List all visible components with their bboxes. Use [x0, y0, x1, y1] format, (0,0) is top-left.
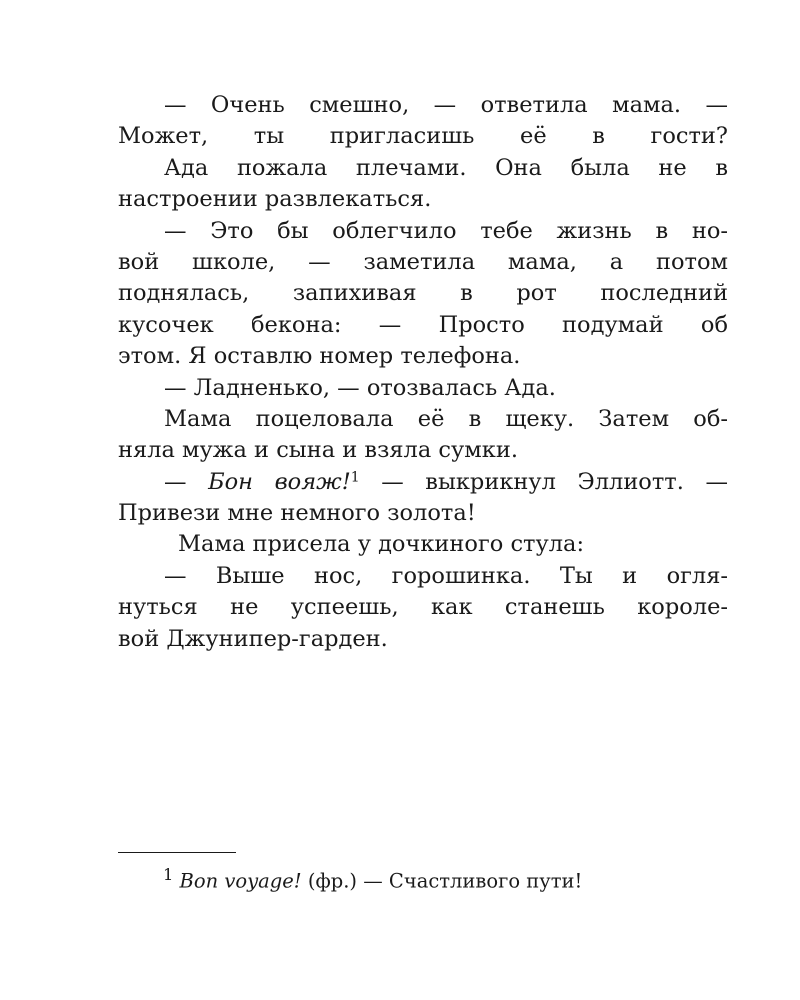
- text-line: [118, 216, 728, 247]
- footnote-reference: 1: [350, 469, 360, 486]
- text-line: [118, 561, 728, 592]
- footnote-marker: 1: [163, 865, 174, 884]
- line-text: Ада пожала плечами. Она была не в: [164, 154, 728, 181]
- line-text: Мама присела у дочкиного стула:: [178, 531, 585, 558]
- paragraph: [118, 90, 728, 153]
- text-line: [118, 529, 728, 560]
- line-text: нуться не успеешь, как станешь короле-: [118, 594, 728, 621]
- text-line: [118, 435, 728, 466]
- text-line: [118, 310, 728, 341]
- line-text: — Ладненько, — отозвалась Ада.: [164, 374, 556, 401]
- line-text: Может, ты пригласишь её в гости?: [118, 123, 728, 150]
- book-page-text: [118, 90, 728, 655]
- text-line: [118, 404, 728, 435]
- line-text: — Это бы облегчило тебе жизнь в но-: [164, 217, 728, 244]
- text-line: [118, 373, 728, 404]
- paragraph: [118, 561, 728, 655]
- line-text: вой Джунипер-гарден.: [118, 625, 388, 652]
- text-line: [118, 498, 728, 529]
- text-line: [118, 247, 728, 278]
- text-line: [118, 278, 728, 309]
- paragraph: [118, 404, 728, 467]
- line-text: Мама поцеловала её в щеку. Затем об-: [164, 405, 728, 432]
- text-line: [118, 592, 728, 623]
- paragraph: [118, 467, 728, 530]
- line-text: этом. Я оставлю номер телефона.: [118, 343, 521, 370]
- paragraph: [118, 529, 728, 560]
- footnote-foreign-phrase: Bon voyage!: [179, 869, 302, 893]
- italic-text: Бон вояж!: [208, 468, 351, 495]
- footnote-translation: (фр.) — Счастливого пути!: [301, 869, 583, 893]
- line-text: настроении развлекаться.: [118, 186, 432, 213]
- line-text: кусочек бекона: — Просто подумай об: [118, 311, 728, 338]
- line-text: — Выше нос, горошинка. Ты и огля-: [164, 562, 728, 589]
- line-text: поднялась, запихивая в рот последний: [118, 280, 728, 307]
- text-line: [118, 121, 728, 152]
- paragraph: [118, 373, 728, 404]
- text-line: [118, 153, 728, 184]
- line-text: — выкрикнул Эллиотт. —: [359, 468, 728, 495]
- text-line: [118, 624, 728, 655]
- paragraph: [118, 153, 728, 216]
- text-line: [118, 184, 728, 215]
- text-line: [118, 341, 728, 372]
- text-line: [118, 90, 728, 121]
- text-line: [118, 467, 728, 498]
- line-text: Привези мне немного золота!: [118, 500, 476, 527]
- footnote-separator: [118, 852, 236, 853]
- line-text: — Очень смешно, — ответила мама. —: [164, 92, 728, 118]
- footnote: [163, 861, 582, 896]
- paragraph: [118, 216, 728, 373]
- line-text: —: [164, 468, 209, 495]
- line-text: вой школе, — заметила мама, а потом: [118, 248, 728, 275]
- line-text: няла мужа и сына и взяла сумки.: [118, 437, 518, 464]
